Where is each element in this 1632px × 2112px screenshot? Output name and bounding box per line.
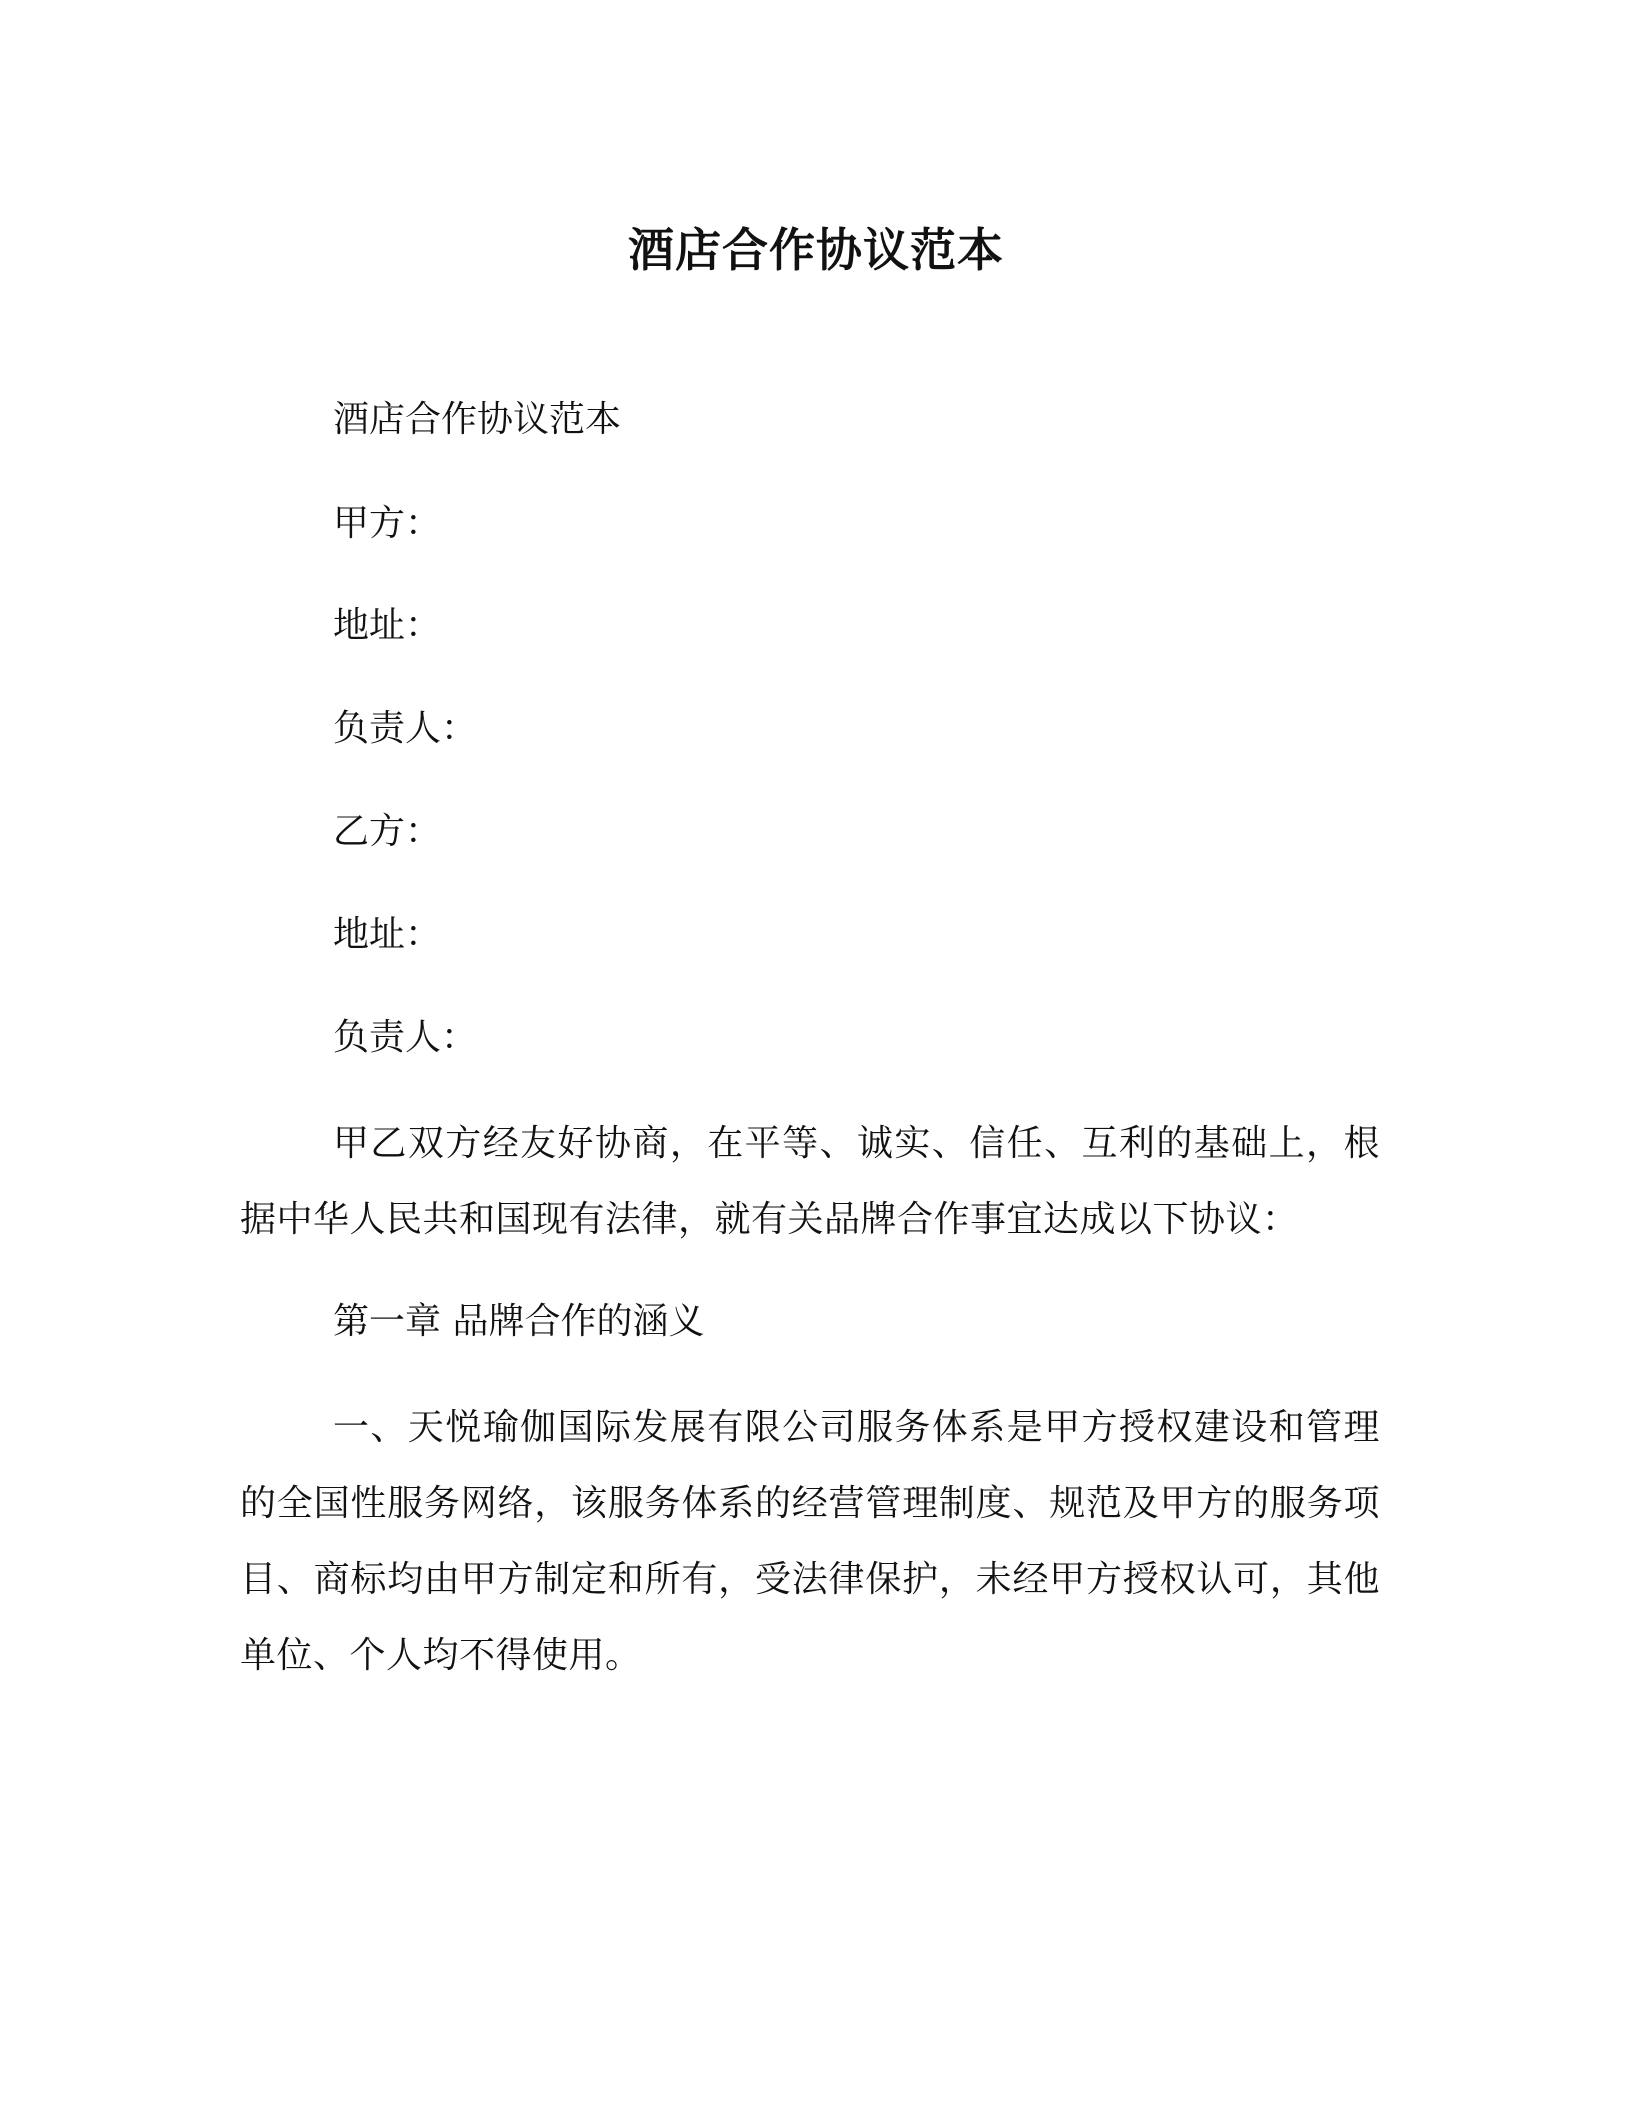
party-b-person-label: 负责人： (333, 1017, 478, 1058)
document-subtitle: 酒店合作协议范本 (333, 399, 622, 440)
party-b-address-label: 地址： (333, 914, 442, 955)
party-b-label: 乙方： (333, 811, 442, 852)
chapter-1-heading: 第一章 品牌合作的涵义 (333, 1301, 705, 1342)
document-title: 酒店合作协议范本 (628, 223, 1004, 277)
party-a-address-label: 地址： (333, 605, 442, 646)
intro-paragraph: 甲乙双方经友好协商，在平等、诚实、信任、互利的基础上，根据中华人民共和国现有法律，就有关品牌合作事宜达成以下协议： (240, 1123, 1380, 1240)
clause-1-paragraph: 一、天悦瑜伽国际发展有限公司服务体系是甲方授权建设和管理的全国性服务网络，该服务体系的经营管理制度、规范及甲方的服务项目、商标均由甲方制定和所有，受法律保护，未经甲方授权认可，其他单位、个人均不得使用。 (240, 1407, 1380, 1676)
party-a-person-label: 负责人： (333, 708, 478, 749)
party-a-label: 甲方： (333, 503, 442, 544)
